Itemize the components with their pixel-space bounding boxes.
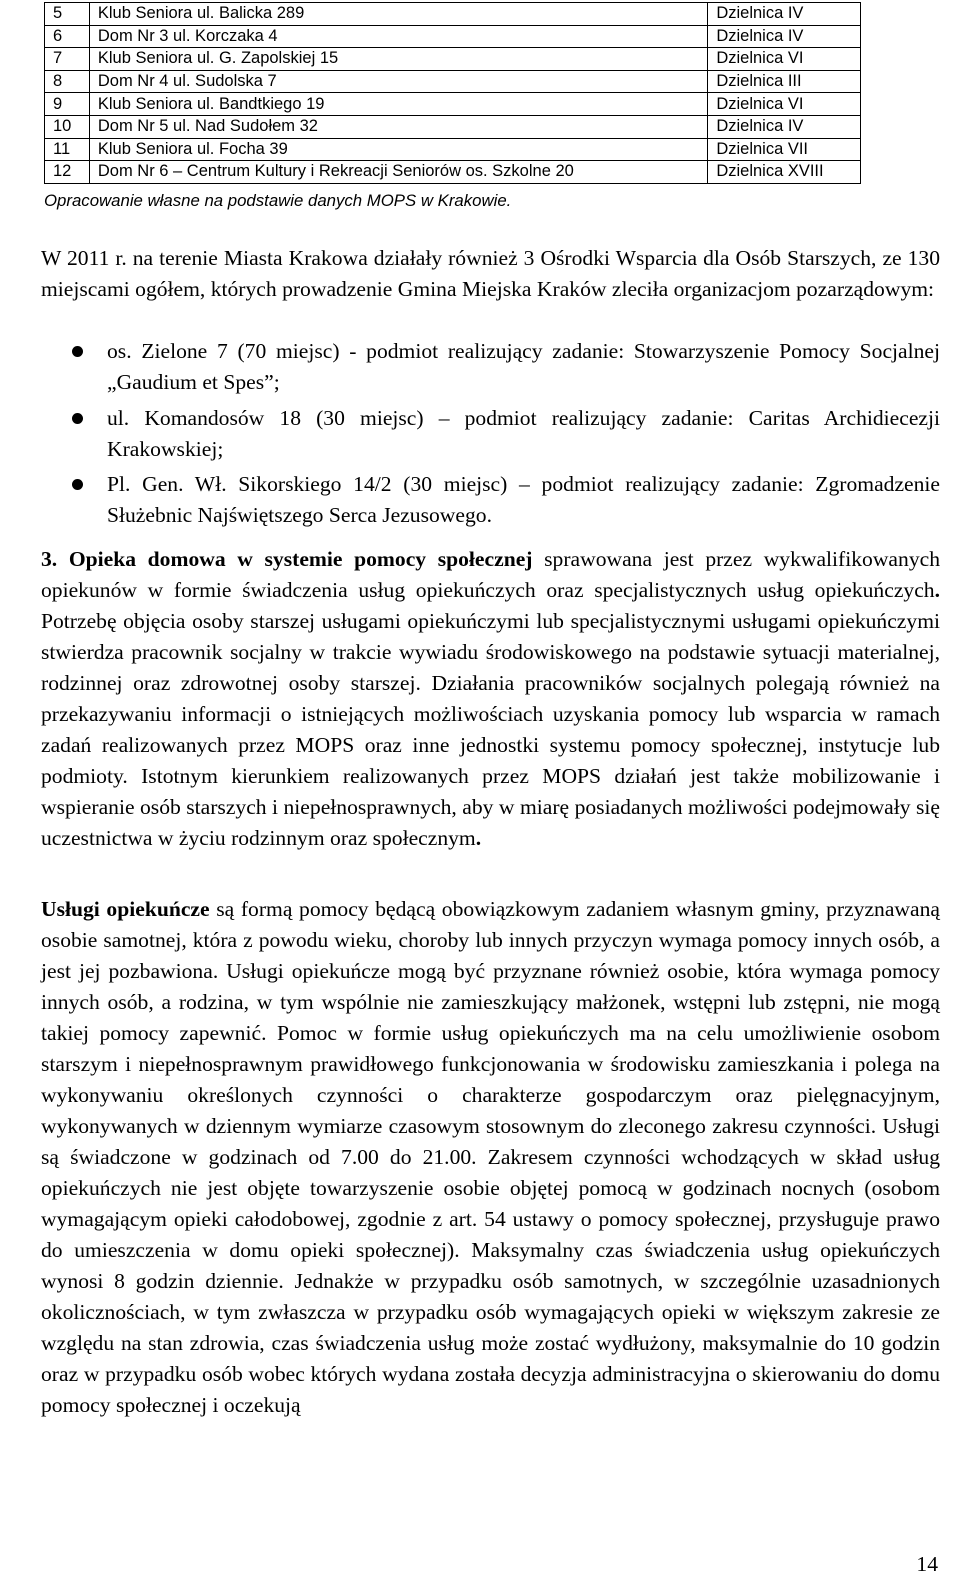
section-3-home-care (41, 544, 940, 854)
list-item-text: Pl. Gen. Wł. Sikorskiego 14/2 (30 miejsc) – podmiot realizujący zadanie: Zgromadzenie Służebnic Najświętszego Serca Jezusowego. (107, 472, 940, 527)
support-centers-list (41, 336, 940, 536)
facility-name: Dom Nr 4 ul. Sudolska 7 (89, 70, 707, 93)
facility-name: Dom Nr 6 – Centrum Kultury i Rekreacji Seniorów os. Szkolne 20 (89, 161, 707, 184)
table-row (45, 48, 861, 71)
bullet-icon (72, 479, 83, 490)
list-item (41, 336, 940, 398)
care-services-text (41, 894, 940, 1421)
intro-text: W 2011 r. na terenie Miasta Krakowa działały również 3 Ośrodki Wsparcia dla Osób Starszych, ze 130 miejscami ogółem, których prowadzenie Gmina Miejska Kraków zleciła organizacjom pozarządowym: (41, 246, 940, 301)
list-item-text: ul. Komandosów 18 (30 miejsc) – podmiot realizujący zadanie: Caritas Archidiecezji Krakowskiej; (107, 405, 940, 461)
section-text-a: sprawowana jest przez wykwalifikowanych opiekunów w formie świadczenia usług opiekuńczych oraz specjalistycznych usług opiekuńczych (41, 547, 940, 602)
section-text-b: Potrzebę objęcia osoby starszej usługami opiekuńczymi lub specjalistycznymi usługami opiekuńczymi stwierdza pracownik socjalny w trakcie wywiadu środowiskowego na podstawie sytuacji materialnej, rodzinnej oraz zdrowotnej osoby starszej. Działania pracowników socjalnych polegają również na przekazywaniu informacji o istniejących możliwościach uzyskania pomocy lub wsparcia w ramach zadań realizowanych przez MOPS oraz inne jednostki systemu pomocy społecznej, instytucje lub podmioty. Istotnym kierunkiem realizowanych przez MOPS działań jest także mobilizowanie i wspieranie osób starszych i niepełnosprawnych, aby w miarę posiadanych możliwości podejmowały się uczestnictwa w życiu rodzinnym oraz społecznym (41, 609, 940, 850)
district: Dzielnica VI (708, 93, 861, 116)
section-heading: Opieka domowa w systemie pomocy społecznej (68, 547, 533, 571)
intro-paragraph-2011 (41, 243, 940, 305)
facility-name: Klub Seniora ul. G. Zapolskiej 15 (89, 48, 707, 71)
row-number: 5 (45, 3, 90, 26)
facility-name: Klub Seniora ul. Focha 39 (89, 138, 707, 161)
row-number: 11 (45, 138, 90, 161)
district: Dzielnica IV (708, 25, 861, 48)
care-services-heading: Usługi opiekuńcze (41, 897, 210, 921)
facilities-table (44, 2, 861, 184)
care-services-body: są formą pomocy będącą obowiązkowym zadaniem własnym gminy, przyznawaną osobie samotnej, która z powodu wieku, choroby lub innych przyczyn wymaga pomocy innych osób, a jest jej pozbawiona. Usługi opiekuńcze mogą być przyznane również osobie, która wymaga pomocy innych osób, a rodzina, w tym wspólnie nie zamieszkujący małżonek, wstępni lub zstępni, nie mogą takiej pomocy zapewnić. Pomoc w formie usług opiekuńczych ma na celu umożliwienie osobom starszym i niepełnosprawnym prawidłowego funkcjonowania w środowisku zamieszkania i polega na wykonywaniu określonych czynności o charakterze gospodarczym oraz pielęgnacyjnym, wykonywanych w dziennym wymiarze czasowym stosownym do zleconego zakresu czynności. Usługi są świadczone w godzinach od 7.00 do 21.00. Zakresem czynności wchodzących w skład usług opiekuńczych nie jest objęte towarzyszenie osobie objętej pomocą w godzinach nocnych (osobom wymagającym opieki całodobowej, zgodnie z art. 54 ustawy o pomocy społecznej, przysługuje prawo do umieszczenia w domu opieki społecznej). Maksymalny czas świadczenia usług opiekuńczych wynosi 8 godzin dziennie. Jednakże w przypadku osób samotnych, w szczególnie uzasadnionych okolicznościach, w tym zwłaszcza w przypadku osób wymagających opieki w większym zakresie ze względu na stan zdrowia, czas świadczenia usług może zostać wydłużony, maksymalnie do 10 godzin oraz w przypadku osób wobec których wydana została decyzja administracyjna o skierowaniu do domu pomocy społecznej i oczekują (41, 897, 940, 1417)
district: Dzielnica VII (708, 138, 861, 161)
district: Dzielnica XVIII (708, 161, 861, 184)
row-number: 8 (45, 70, 90, 93)
table-row (45, 70, 861, 93)
facility-name: Dom Nr 5 ul. Nad Sudołem 32 (89, 115, 707, 138)
row-number: 10 (45, 115, 90, 138)
page-number: 14 (916, 1552, 938, 1576)
row-number: 6 (45, 25, 90, 48)
list-item-text: os. Zielone 7 (70 miejsc) - podmiot realizujący zadanie: Stowarzyszenie Pomocy Socjalnej „Gaudium et Spes”; (107, 339, 940, 394)
list-item (41, 403, 940, 465)
table-row (45, 3, 861, 26)
section-3-paragraph (41, 544, 940, 854)
care-services-paragraph (41, 894, 940, 1421)
section-final-period: . (475, 826, 482, 850)
table-row (45, 138, 861, 161)
district: Dzielnica III (708, 70, 861, 93)
table-row (45, 93, 861, 116)
district: Dzielnica VI (708, 48, 861, 71)
table-row (45, 161, 861, 184)
section-period: . (934, 578, 940, 602)
list-item (41, 469, 940, 531)
row-number: 7 (45, 48, 90, 71)
table-row (45, 25, 861, 48)
district: Dzielnica IV (708, 115, 861, 138)
facilities-table-body (45, 3, 861, 184)
bullet-icon (72, 346, 83, 357)
district: Dzielnica IV (708, 3, 861, 26)
facility-name: Dom Nr 3 ul. Korczaka 4 (89, 25, 707, 48)
row-number: 12 (45, 161, 90, 184)
table-row (45, 115, 861, 138)
row-number: 9 (45, 93, 90, 116)
bullet-icon (72, 413, 83, 424)
facility-name: Klub Seniora ul. Balicka 289 (89, 3, 707, 26)
table-source-note: Opracowanie własne na podstawie danych MOPS w Krakowie. (44, 191, 512, 210)
facility-name: Klub Seniora ul. Bandtkiego 19 (89, 93, 707, 116)
section-number: 3. (41, 547, 58, 571)
